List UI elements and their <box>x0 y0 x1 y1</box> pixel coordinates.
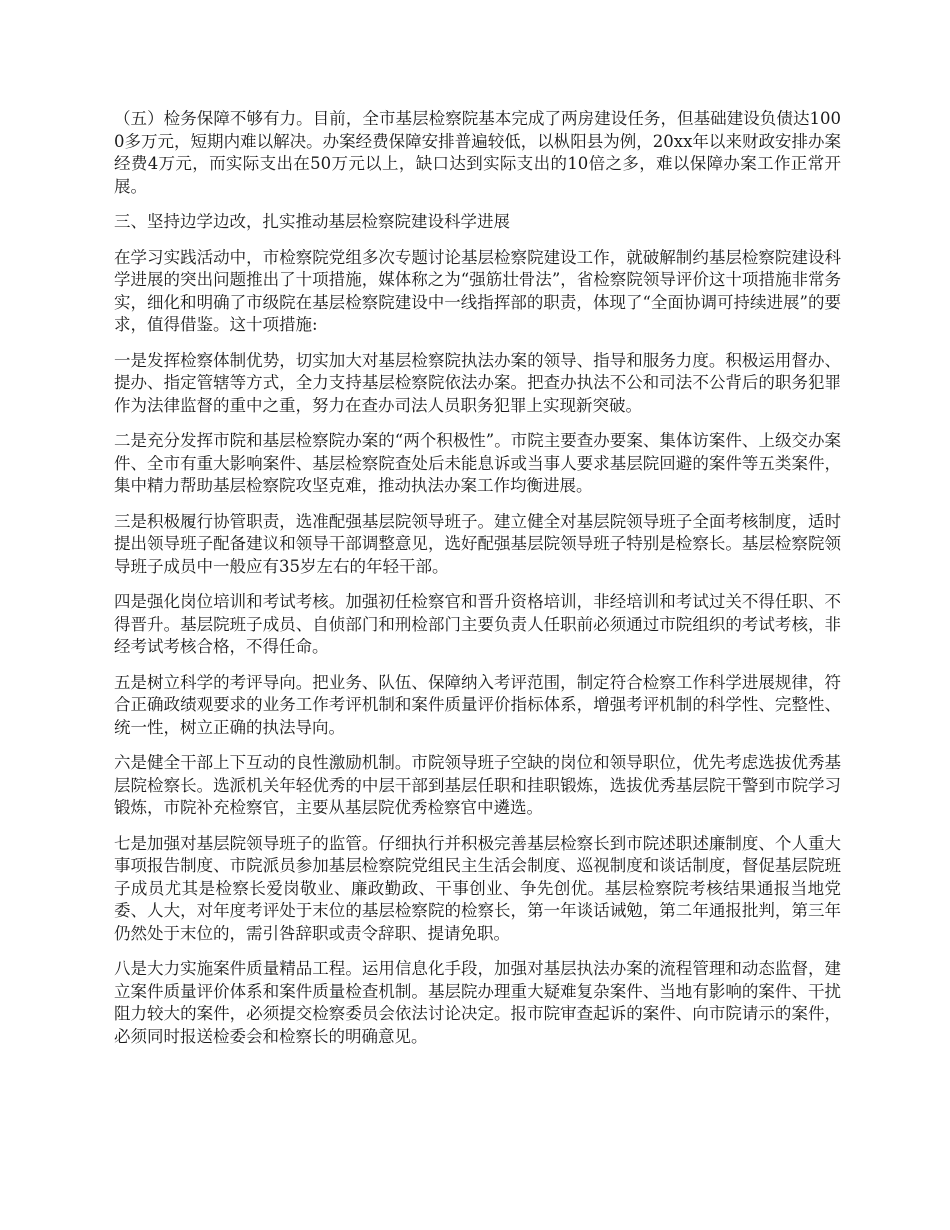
document-body <box>114 108 841 1061</box>
paragraph-measure-eight: 八是大力实施案件质量精品工程。运用信息化手段，加强对基层执法办案的流程管理和动态监督，建立案件质量评价体系和案件质量检查机制。基层院办理重大疑难复杂案件、当地有影响的案件、干扰阻力较大的案件，必须提交检察委员会依法讨论决定。报市院审查起诉的案件、向市院请示的案件，必须同时报送检委会和检察长的明确意见。 <box>114 959 841 1046</box>
paragraph-guarantee-issue: （五）检务保障不够有力。目前，全市基层检察院基本完成了两房建设任务，但基础建设负债达1000多万元，短期内难以解决。办案经费保障安排普遍较低，以枞阳县为例，20xx年以来财政安排办案经费4万元，而实际支出在50万元以上，缺口达到实际支出的10倍之多，难以保障办案工作正常开展。 <box>114 109 841 196</box>
section-heading-three: 三、坚持边学边改，扎实推动基层检察院建设科学进展 <box>114 212 510 231</box>
paragraph-ten-measures-intro: 在学习实践活动中，市检察院党组多次专题讨论基层检察院建设工作，就破解制约基层检察院建设科学进展的突出问题推出了十项措施，媒体称之为“强筋壮骨法”，省检察院领导评价这十项措施非常务实，细化和明确了市级院在基层检察院建设中一线指挥部的职责，体现了“全面协调可持续进展”的要求，值得借鉴。这十项措施: <box>114 247 841 334</box>
paragraph-measure-seven: 七是加强对基层院领导班子的监管。仔细执行并积极完善基层检察长到市院述职述廉制度、个人重大事项报告制度、市院派员参加基层检察院党组民主生活会制度、巡视制度和谈话制度，督促基层院班子成员尤其是检察长爱岗敬业、廉政勤政、干事创业、争先创优。基层检察院考核结果通报当地党委、人大，对年度考评处于末位的基层检察院的检察长，第一年谈话诫勉，第二年通报批判，第三年仍然处于末位的，需引咎辞职或责令辞职、提请免职。 <box>114 833 841 943</box>
paragraph-measure-two: 二是充分发挥市院和基层检察院办案的“两个积极性”。市院主要查办要案、集体访案件、上级交办案件、全市有重大影响案件、基层检察院查处后未能息诉或当事人要求基层院回避的案件等五类案件，集中精力帮助基层检察院攻坚克难，推动执法办案工作均衡进展。 <box>114 431 841 495</box>
paragraph-measure-five: 五是树立科学的考评导向。把业务、队伍、保障纳入考评范围，制定符合检察工作科学进展规律，符合正确政绩观要求的业务工作考评机制和案件质量评价指标体系，增强考评机制的科学性、完整性、统一性，树立正确的执法导向。 <box>114 672 841 737</box>
paragraph-measure-six: 六是健全干部上下互动的良性激励机制。市院领导班子空缺的岗位和领导职位，优先考虑选拔优秀基层院检察长。选派机关年轻优秀的中层干部到基层任职和挂职锻炼，选拔优秀基层院干警到市院学习锻炼，市院补充检察官，主要从基层院优秀检察官中遴选。 <box>114 753 841 817</box>
paragraph-measure-four: 四是强化岗位培训和考试考核。加强初任检察官和晋升资格培训，非经培训和考试过关不得任职、不得晋升。基层院班子成员、自侦部门和刑检部门主要负责人任职前必须通过市院组织的考试考核，非经考试考核合格，不得任命。 <box>114 592 841 656</box>
paragraph-measure-three: 三是积极履行协管职责，选准配强基层院领导班子。建立健全对基层院领导班子全面考核制度，适时提出领导班子配备建议和领导干部调整意见，选好配强基层院领导班子特别是检察长。基层检察院领导班子成员中一般应有35岁左右的年轻干部。 <box>114 511 841 576</box>
paragraph-measure-one: 一是发挥检察体制优势，切实加大对基层检察院执法办案的领导、指导和服务力度。积极运用督办、提办、指定管辖等方式，全力支持基层检察院依法办案。把查办执法不公和司法不公背后的职务犯罪作为法律监督的重中之重，努力在查办司法人员职务犯罪上实现新突破。 <box>114 350 841 415</box>
